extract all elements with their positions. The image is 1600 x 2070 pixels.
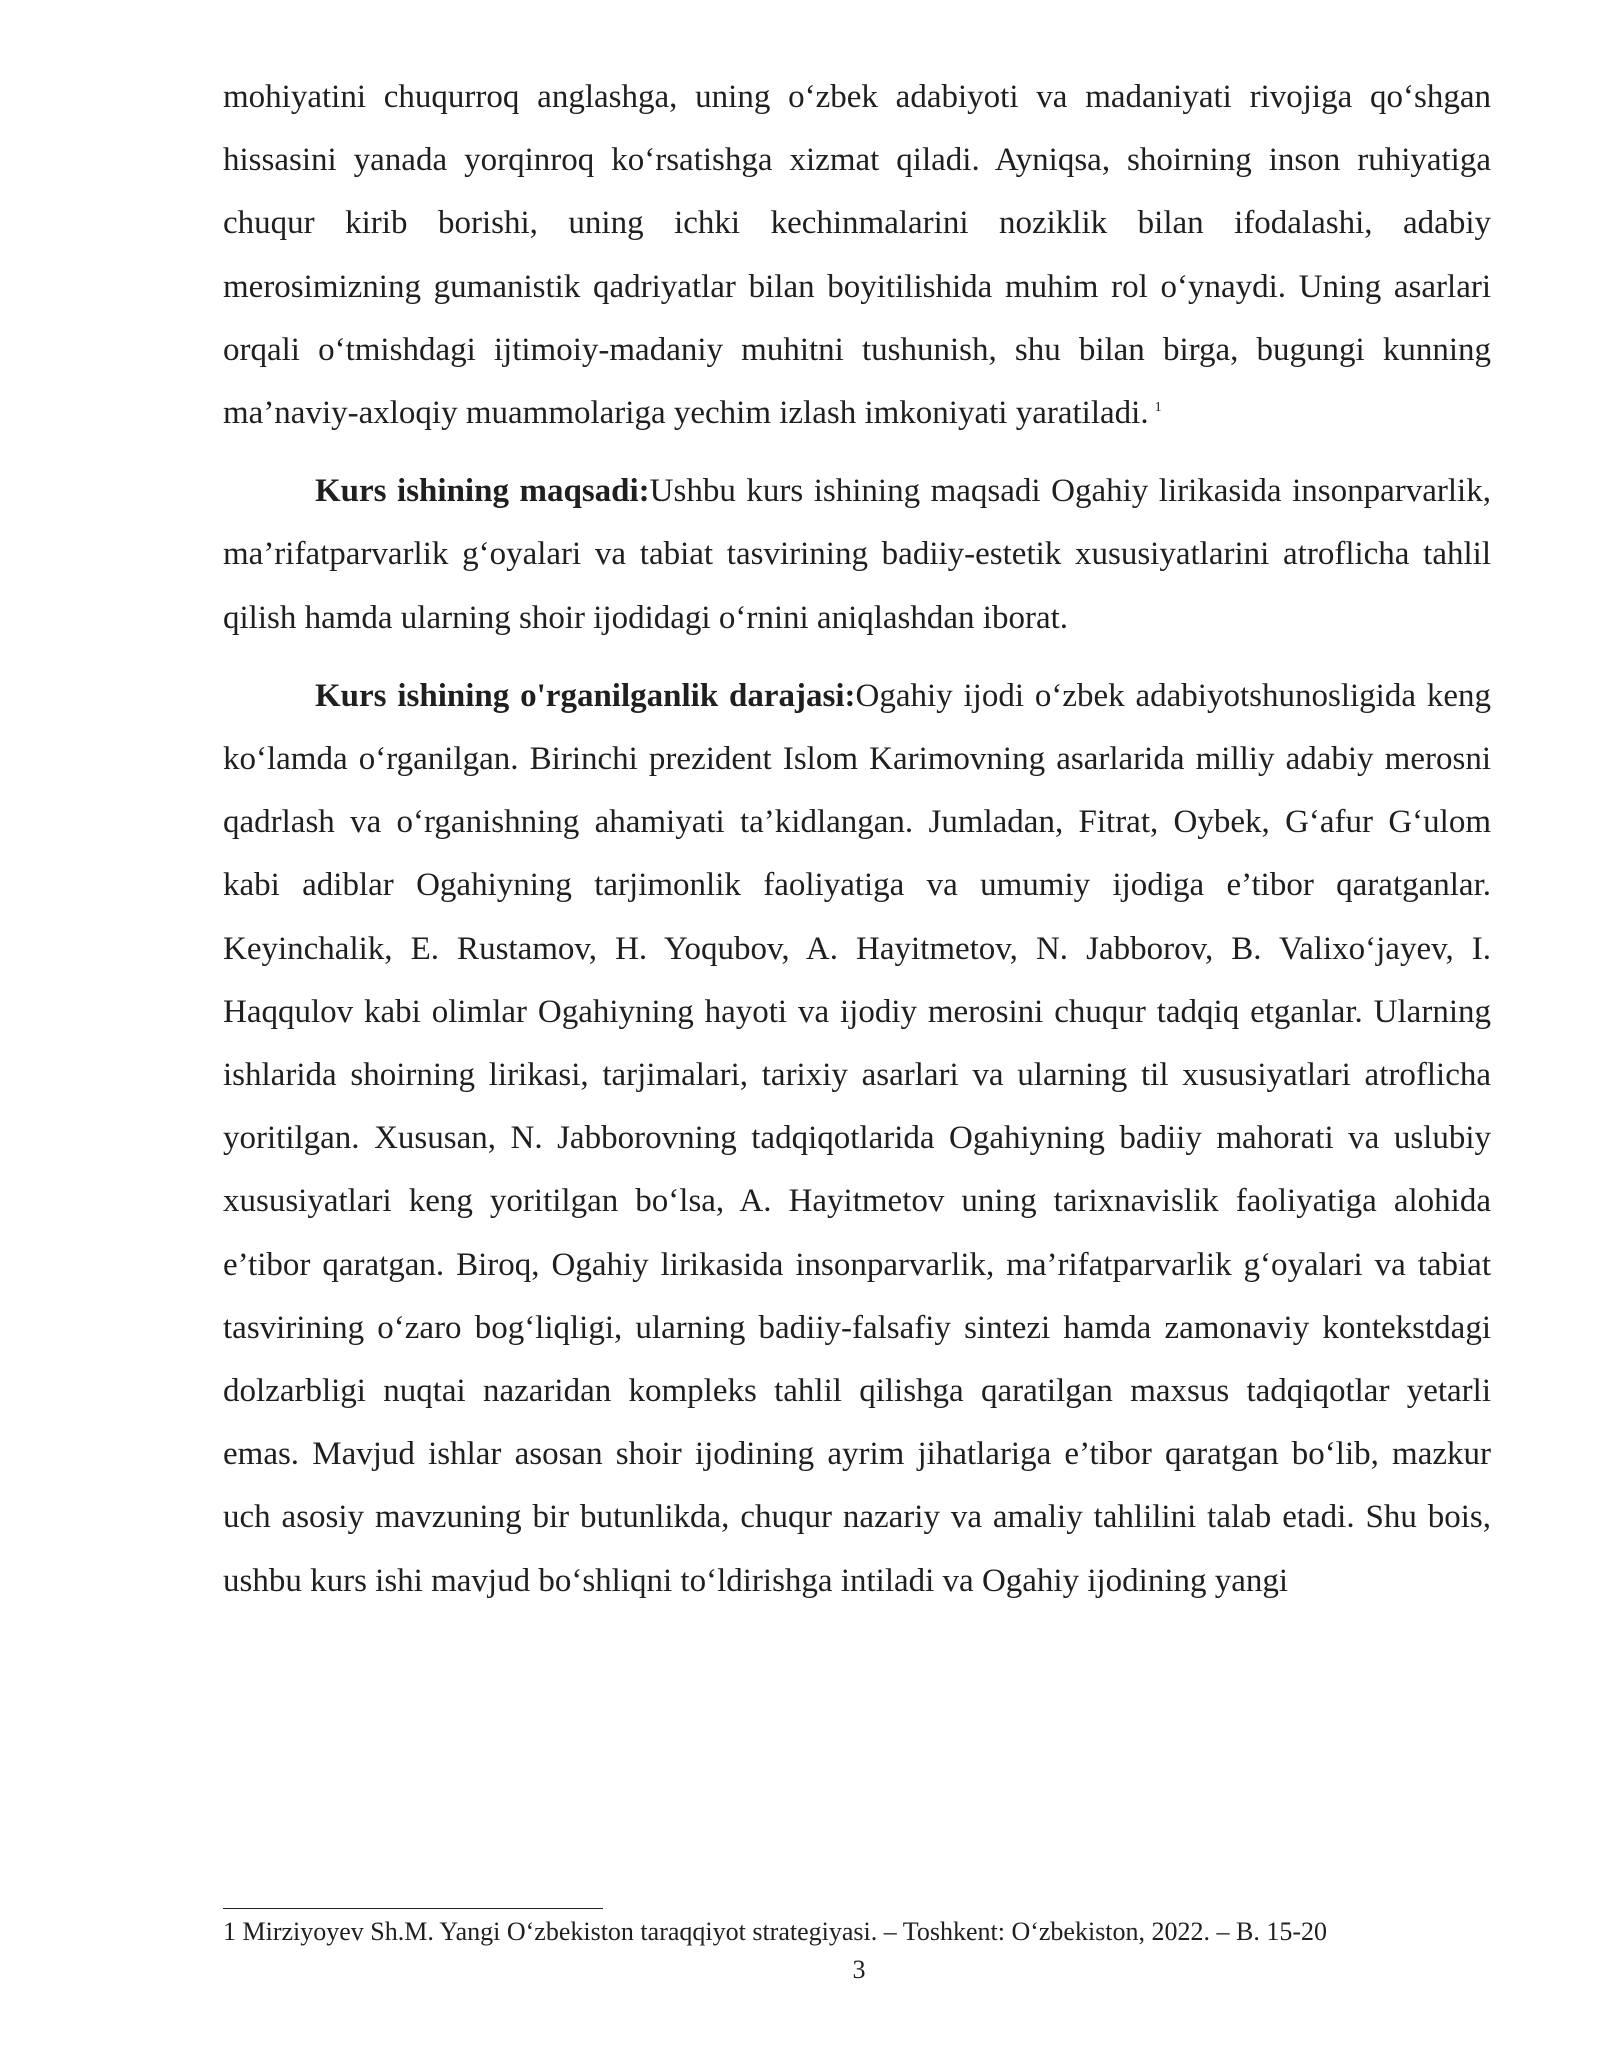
paragraph-intro-continuation: [223, 66, 1491, 445]
section-heading-goal: Kurs ishining maqsadi:: [315, 473, 650, 510]
paragraph-study-level: [223, 665, 1491, 1613]
footnote-number: 1: [223, 1917, 236, 1946]
paragraph-course-goal: [223, 460, 1491, 650]
footnote-separator: [223, 1908, 603, 1909]
paragraph-text: Ushbu kurs ishining maqsadi Ogahiy lirikasida insonparvarlik, ma’rifatparvarlik g‘oyalari va tabiat tasvirining badiiy-estetik xususiyatlarini atroflicha tahlil qilish hamda ularning shoir ijodidagi o‘rnini aniqlashdan iborat.: [223, 473, 1491, 636]
footnote: [223, 1916, 1523, 1948]
footnote-reference: 1: [1154, 400, 1162, 416]
section-heading-study-level: Kurs ishining o'rganilganlik darajasi:: [315, 677, 856, 714]
paragraph-text: Ogahiy ijodi o‘zbek adabiyotshunosligida keng ko‘lamda o‘rganilgan. Birinchi prezident Islom Karimovning asarlarida milliy adabiy merosni qadrlash va o‘rganishning ahamiyati ta’kidlangan. Jumladan, Fitrat, Oybek, G‘afur G‘ulom kabi adiblar Ogahiyning tarjimonlik faoliyatiga va umumiy ijodiga e’tibor qaratganlar. Keyinchalik, E. Rustamov, H. Yoqubov, A. Hayitmetov, N. Jabborov, B. Valixo‘jayev, I. Haqqulov kabi olimlar Ogahiyning hayoti va ijodiy merosini chuqur tadqiq etganlar. Ularning ishlarida shoirning lirikasi, tarjimalari, tarixiy asarlari va ularning til xususiyatlari atroflicha yoritilgan. Xususan, N. Jabborovning tadqiqotlarida Ogahiyning badiiy mahorati va uslubiy xususiyatlari keng yoritilgan bo‘lsa, A. Hayitmetov uning tarixnavislik faoliyatiga alohida e’tibor qaratgan. Biroq, Ogahiy lirikasida insonparvarlik, ma’rifatparvarlik g‘oyalari va tabiat tasvirining o‘zaro bog‘liqligi, ularning badiiy-falsafiy sintezi hamda zamonaviy kontekstdagi dolzarbligi nuqtai nazaridan kompleks tahlil qilishga qaratilgan maxsus tadqiqotlar yetarli emas. Mavjud ishlar asosan shoir ijodining ayrim jihatlariga e’tibor qaratgan bo‘lib, mazkur uch asosiy mavzuning bir butunlikda, chuqur nazariy va amaliy tahlilini talab etadi. Shu bois, ushbu kurs ishi mavjud bo‘shliqni to‘ldirishga intiladi va Ogahiy ijodining yangi: [223, 677, 1491, 1599]
body-text: [223, 66, 1491, 1613]
footnote-text: Mirziyoyev Sh.M. Yangi O‘zbekiston taraqqiyot strategiyasi. – Toshkent: O‘zbekiston, 2022. – B. 15-20: [242, 1917, 1328, 1946]
page-number: 3: [852, 1955, 866, 1984]
paragraph-text: mohiyatini chuqurroq anglashga, uning o‘zbek adabiyoti va madaniyati rivojiga qo‘shgan hissasini yanada yorqinroq ko‘rsatishga xizmat qiladi. Ayniqsa, shoirning inson ruhiyatiga chuqur kirib borishi, uning ichki kechinmalarini noziklik bilan ifodalashi, adabiy merosimizning gumanistik qadriyatlar bilan boyitilishida muhim rol o‘ynaydi. Uning asarlari orqali o‘tmishdagi ijtimoiy-madaniy muhitni tushunish, shu bilan birga, bugungi kunning ma’naviy-axloqiy muammolariga yechim izlash imkoniyati yaratiladi.: [223, 79, 1491, 432]
